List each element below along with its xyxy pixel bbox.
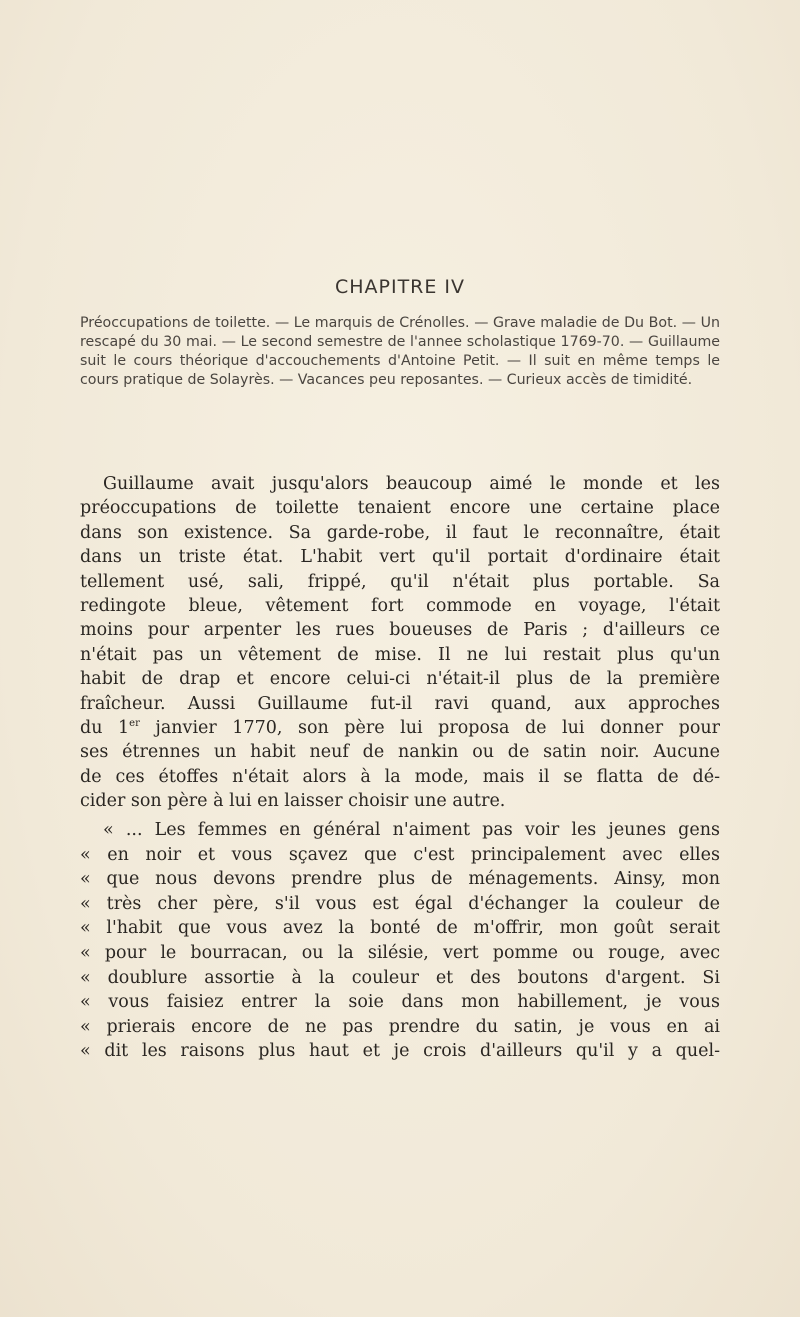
quote-line: « que nous devons prendre plus de ménagements. Ainsy, mon bbox=[80, 869, 720, 890]
text-line: fraîcheur. Aussi Guillaume fut-il ravi quand, aux approches bbox=[80, 693, 720, 714]
text-line: n'était pas un vêtement de mise. Il ne lui restait plus qu'un bbox=[80, 644, 720, 665]
quote-line: « pour le bourracan, ou la silésie, vert pomme ou rouge, avec bbox=[80, 942, 720, 963]
text-line: tellement usé, sali, frippé, qu'il n'était plus portable. Sa bbox=[80, 571, 720, 592]
quote-line: « ... Les femmes en général n'aiment pas voir les jeunes gens bbox=[103, 820, 720, 840]
text-line-with-superscript bbox=[80, 716, 720, 740]
paragraph-2-quote bbox=[80, 818, 720, 1064]
text-line: dans un triste état. L'habit vert qu'il portait d'ordinaire était bbox=[80, 547, 720, 568]
chapter-summary: Préoccupations de toilette. — Le marquis de Crénolles. — Grave maladie de Du Bot. — Un rescapé du 30 mai. — Le second semestre de l'annee scholastique 1769-70. — Guillaume suit le cours théorique d'accouchements d'Antoine Petit. — Il suit en même temps le cours pratique de Solayrès. — Vacances peu reposantes. — Curieux accès de timidité. bbox=[80, 315, 720, 388]
text-line: Guillaume avait jusqu'alors beaucoup aimé le monde et les bbox=[103, 474, 720, 494]
text-fragment: janvier 1770, son père lui proposa de lui donner pour bbox=[139, 718, 720, 739]
text-line: habit de drap et encore celui-ci n'était-il plus de la première bbox=[80, 669, 720, 690]
quote-line: « très cher père, s'il vous est égal d'échanger la couleur de bbox=[80, 893, 720, 914]
text-line: cider son père à lui en laisser choisir une autre. bbox=[80, 791, 506, 812]
text-line: moins pour arpenter les rues boueuses de Paris ; d'ailleurs ce bbox=[80, 620, 720, 641]
paragraph-1 bbox=[80, 472, 720, 814]
text-line: préoccupations de toilette tenaient encore une certaine place bbox=[80, 498, 720, 519]
quote-line: « doublure assortie à la couleur et des boutons d'argent. Si bbox=[80, 967, 720, 988]
text-fragment: du 1 bbox=[80, 718, 130, 739]
chapter-title: CHAPITRE IV bbox=[334, 276, 466, 298]
text-line: redingote bleue, vêtement fort commode en voyage, l'était bbox=[80, 596, 720, 617]
text-line: ses étrennes un habit neuf de nankin ou de satin noir. Aucune bbox=[80, 742, 720, 763]
text-line: dans son existence. Sa garde-robe, il faut le reconnaître, était bbox=[80, 522, 720, 543]
quote-line: « l'habit que vous avez la bonté de m'offrir, mon goût serait bbox=[80, 918, 720, 939]
quote-line: « en noir et vous sçavez que c'est principalement avec elles bbox=[80, 844, 720, 865]
text-line: de ces étoffes n'était alors à la mode, mais il se flatta de dé- bbox=[80, 766, 720, 787]
quote-line: « vous faisiez entrer la soie dans mon habillement, je vous bbox=[80, 992, 720, 1013]
ordinal-superscript: er bbox=[129, 718, 140, 730]
quote-line: « dit les raisons plus haut et je crois d'ailleurs qu'il y a quel- bbox=[80, 1041, 720, 1062]
quote-line: « prierais encore de ne pas prendre du satin, je vous en ai bbox=[80, 1016, 720, 1037]
